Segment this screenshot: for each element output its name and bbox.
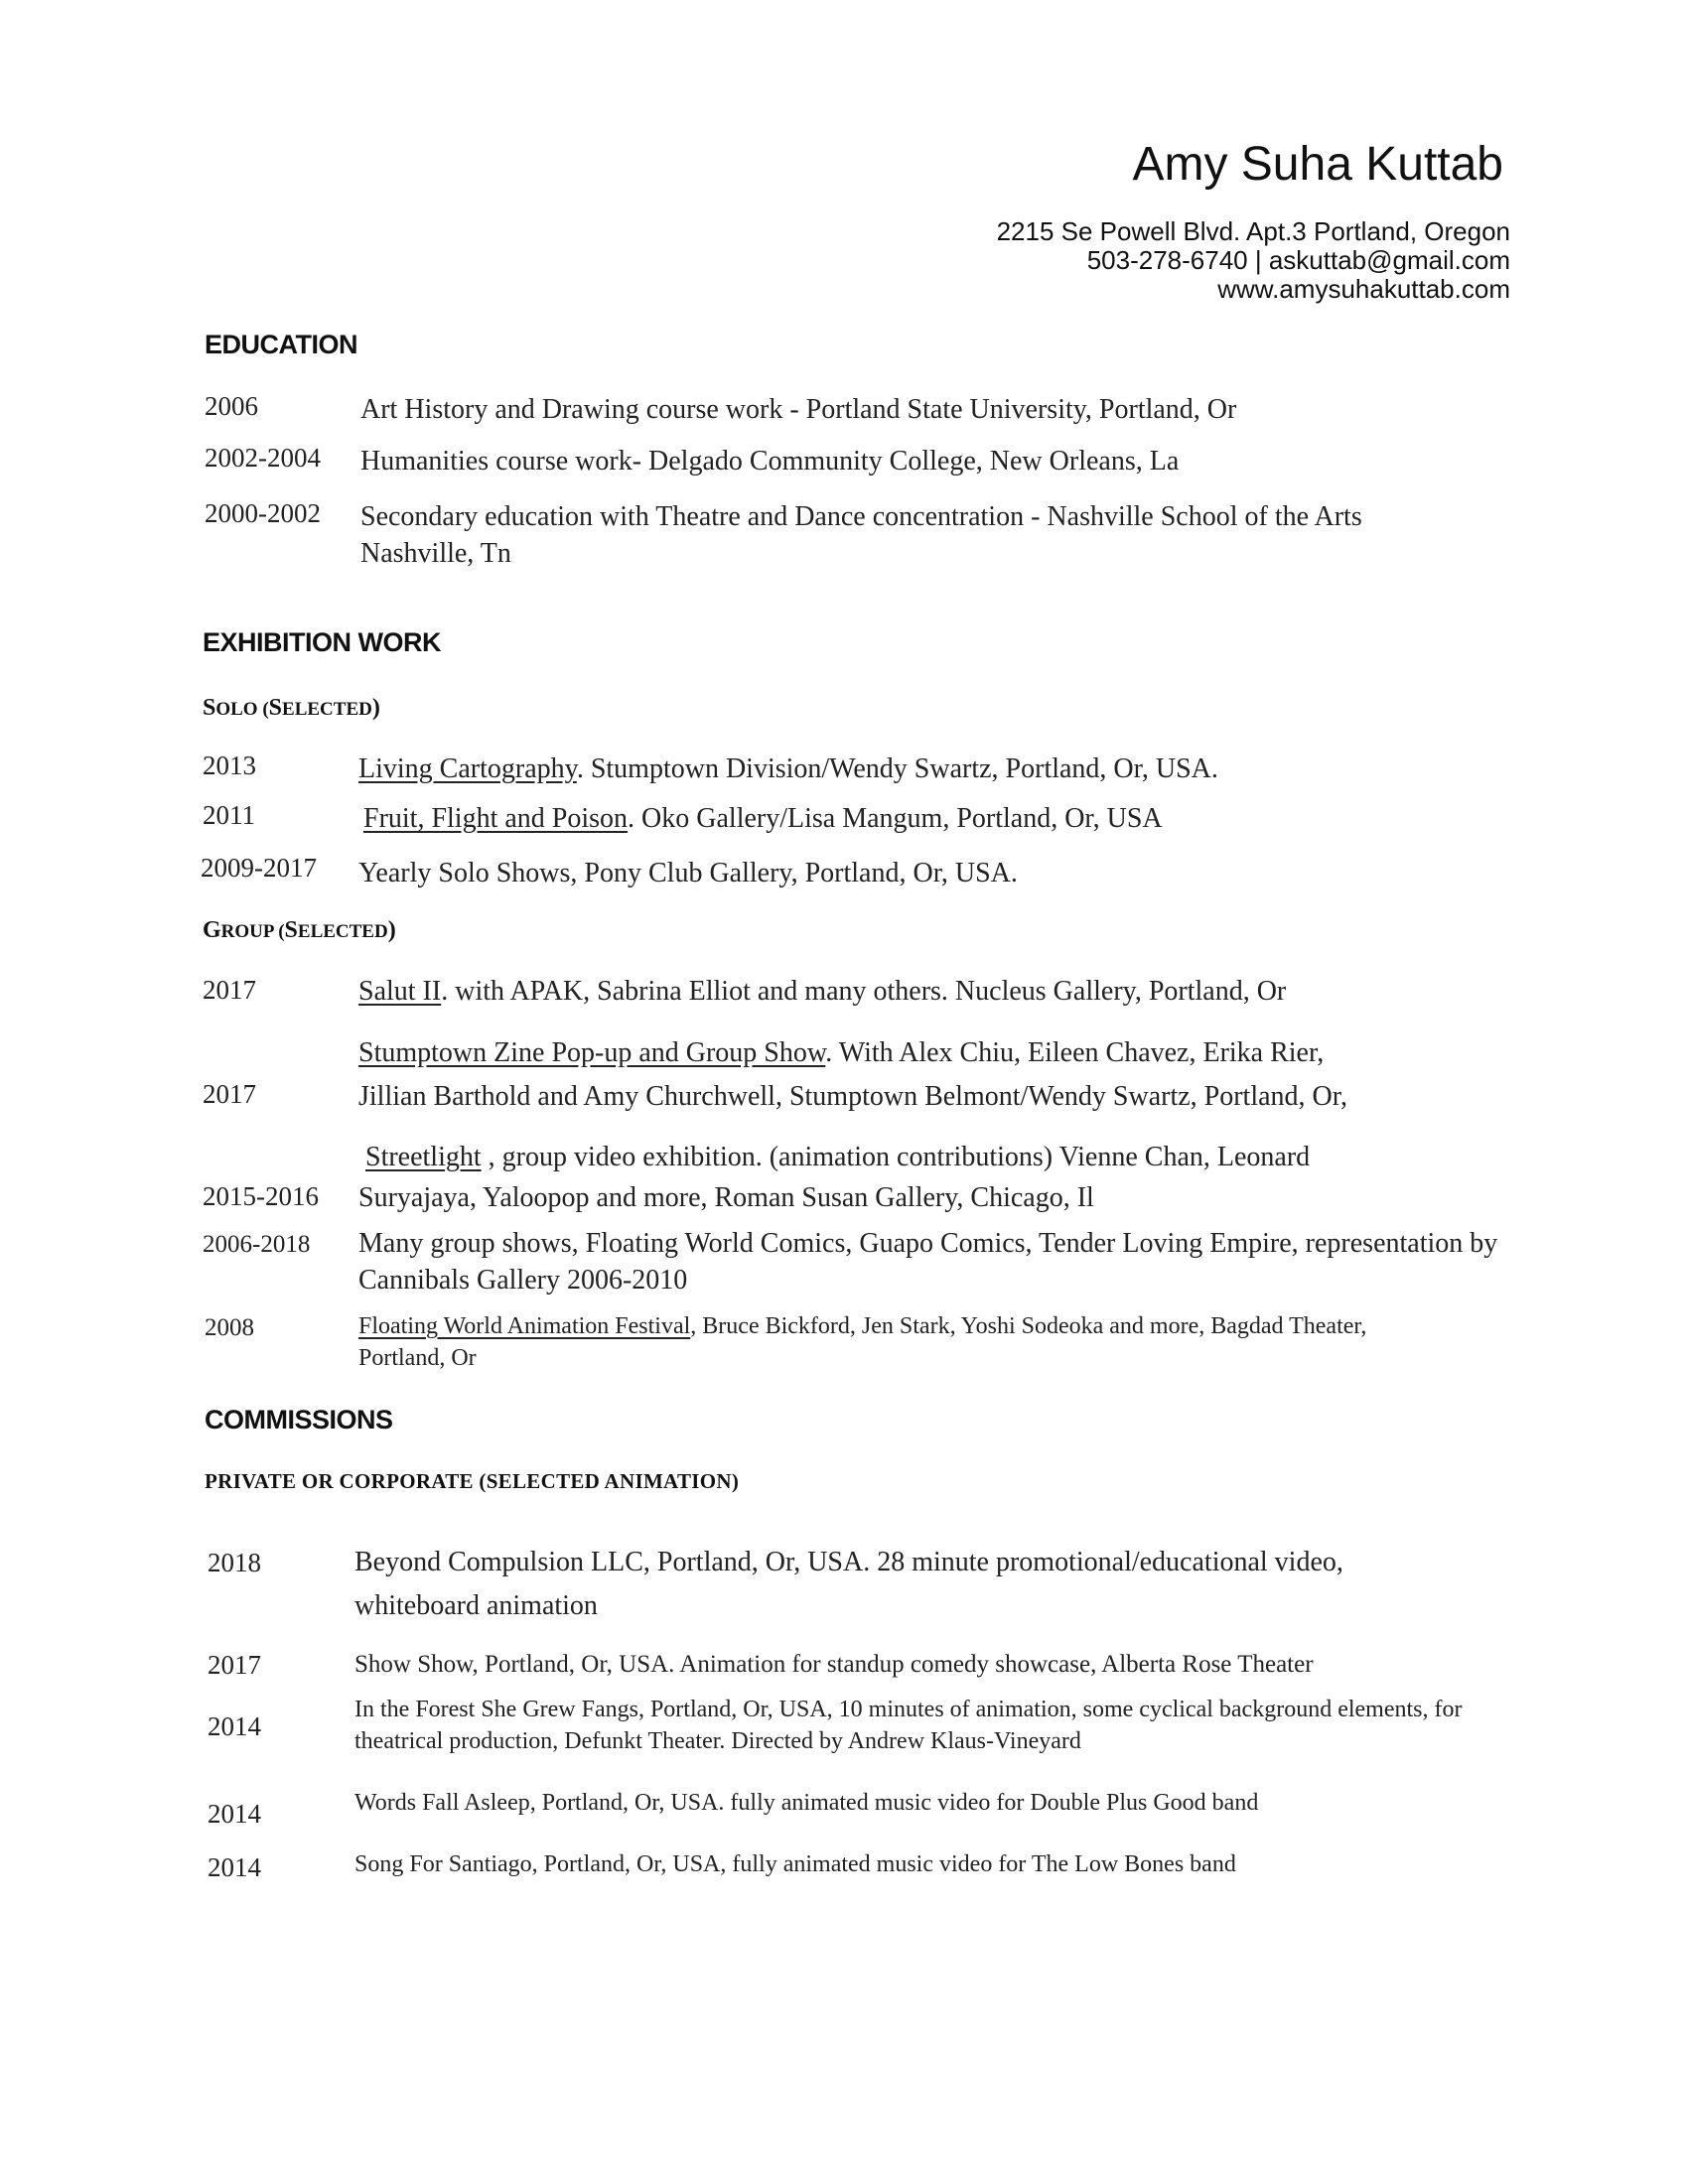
- group-entry: [358, 1225, 1497, 1298]
- subheading-end: ): [371, 695, 380, 721]
- group-subheading: [203, 917, 396, 944]
- education-entry: Art History and Drawing course work - Portland State University, Portland, Or: [360, 394, 1237, 425]
- commission-entry-line: theatrical production, Defunkt Theater. Directed by Andrew Klaus-Vineyard: [354, 1728, 1081, 1754]
- exhibition-heading: EXHIBITION WORK: [203, 627, 441, 657]
- education-heading: EDUCATION: [205, 330, 357, 359]
- solo-year: 2011: [203, 800, 255, 830]
- solo-subheading: [203, 695, 380, 722]
- address: 2215 Se Powell Blvd. Apt.3 Portland, Oregon: [996, 216, 1510, 246]
- commission-entry: [354, 1541, 1343, 1628]
- exhibition-details: . Stumptown Division/Wendy Swartz, Portland, Or, USA.: [576, 753, 1218, 784]
- group-entry-line: Portland, Or: [358, 1345, 477, 1371]
- commission-entry: Show Show, Portland, Or, USA. Animation for standup comedy showcase, Alberta Rose Theater: [354, 1651, 1314, 1678]
- group-year: 2015-2016: [203, 1181, 319, 1211]
- group-entry-line: Suryajaya, Yaloopop and more, Roman Susan Gallery, Chicago, Il: [358, 1182, 1094, 1213]
- group-year: 2006-2018: [203, 1231, 311, 1258]
- group-entry-line: Many group shows, Floating World Comics, Guapo Comics, Tender Loving Empire, representation by: [358, 1228, 1498, 1259]
- group-entry-line: [365, 1136, 1310, 1179]
- subheading-end: ): [387, 917, 396, 943]
- commissions-subheading: PRIVATE OR CORPORATE (SELECTED ANIMATION): [205, 1469, 740, 1493]
- commission-entry-line: In the Forest She Grew Fangs, Portland, Or, USA, 10 minutes of animation, some cyclical background elements, for: [354, 1697, 1463, 1722]
- group-year: 2017: [203, 1079, 256, 1109]
- solo-entry: Yearly Solo Shows, Pony Club Gallery, Portland, Or, USA.: [358, 858, 1018, 888]
- group-year: 2008: [205, 1314, 254, 1341]
- commission-year: 2018: [208, 1548, 261, 1577]
- commission-entry: Song For Santiago, Portland, Or, USA, fully animated music video for The Low Bones band: [354, 1851, 1236, 1877]
- subheading-initial: S: [284, 917, 298, 943]
- group-entry-line: [358, 1310, 1366, 1342]
- commissions-heading: COMMISSIONS: [205, 1405, 393, 1434]
- education-entry-line: Nashville, Tn: [360, 538, 511, 569]
- group-year: 2017: [203, 975, 256, 1005]
- subheading-rest: ELECTED: [282, 699, 372, 720]
- exhibition-title: Floating World Animation Festival: [358, 1313, 691, 1339]
- exhibition-details: . With Alex Chiu, Eileen Chavez, Erika Rier,: [825, 1037, 1325, 1068]
- subheading-initial: S: [203, 695, 216, 721]
- commission-year: 2014: [208, 1799, 261, 1829]
- subheading-initial: S: [268, 695, 283, 721]
- resume-name: Amy Suha Kuttab: [1132, 138, 1503, 191]
- exhibition-details: . with APAK, Sabrina Elliot and many others. Nucleus Gallery, Portland, Or: [441, 976, 1287, 1007]
- solo-entry: [363, 800, 1163, 837]
- exhibition-title: Living Cartography: [358, 753, 577, 784]
- exhibition-details: , Bruce Bickford, Jen Stark, Yoshi Sodeoka and more, Bagdad Theater,: [690, 1313, 1367, 1339]
- subheading-rest: ROUP (: [220, 921, 285, 942]
- group-entry: [358, 1031, 1347, 1119]
- group-entry: [358, 973, 1286, 1010]
- commission-entry: [354, 1694, 1462, 1757]
- commission-entry-line: Beyond Compulsion LLC, Portland, Or, USA. 28 minute promotional/educational video,: [354, 1547, 1343, 1577]
- education-entry: [360, 498, 1362, 572]
- group-entry-line: Jillian Barthold and Amy Churchwell, Stumptown Belmont/Wendy Swartz, Portland, Or,: [358, 1081, 1347, 1112]
- website: www.amysuhakuttab.com: [1217, 274, 1510, 304]
- education-entry-line: Secondary education with Theatre and Dance concentration - Nashville School of the Arts: [360, 501, 1362, 532]
- commission-year: 2014: [208, 1852, 261, 1882]
- solo-year: 2013: [203, 751, 256, 780]
- subheading-rest: OLO (: [215, 699, 269, 720]
- commission-year: 2014: [208, 1711, 261, 1741]
- exhibition-title: Streetlight: [365, 1142, 482, 1172]
- exhibition-details: , group video exhibition. (animation contributions) Vienne Chan, Leonard: [481, 1142, 1311, 1172]
- group-entry-line: Cannibals Gallery 2006-2010: [358, 1265, 688, 1296]
- education-year: 2000-2002: [205, 498, 321, 528]
- exhibition-title: Salut II: [358, 976, 442, 1007]
- education-year: 2006: [205, 391, 258, 421]
- subheading-initial: G: [203, 917, 221, 943]
- solo-entry: [358, 751, 1218, 787]
- commission-entry-line: whiteboard animation: [354, 1590, 598, 1621]
- commission-entry: Words Fall Asleep, Portland, Or, USA. fully animated music video for Double Plus Good band: [354, 1790, 1259, 1816]
- solo-year: 2009-2017: [201, 853, 317, 883]
- group-entry: [358, 1310, 1366, 1374]
- group-entry: [365, 1136, 1310, 1179]
- exhibition-title: Stumptown Zine Pop-up and Group Show: [358, 1037, 826, 1068]
- exhibition-details: . Oko Gallery/Lisa Mangum, Portland, Or, USA: [628, 803, 1163, 834]
- education-year: 2002-2004: [205, 443, 321, 473]
- subheading-rest: ELECTED: [297, 921, 388, 942]
- education-entry: Humanities course work- Delgado Community College, New Orleans, La: [360, 446, 1180, 477]
- group-entry-line: [358, 1031, 1347, 1075]
- commission-year: 2017: [208, 1650, 261, 1680]
- phone-email: 503-278-6740 | askuttab@gmail.com: [1086, 245, 1510, 275]
- exhibition-title: Fruit, Flight and Poison: [363, 803, 629, 834]
